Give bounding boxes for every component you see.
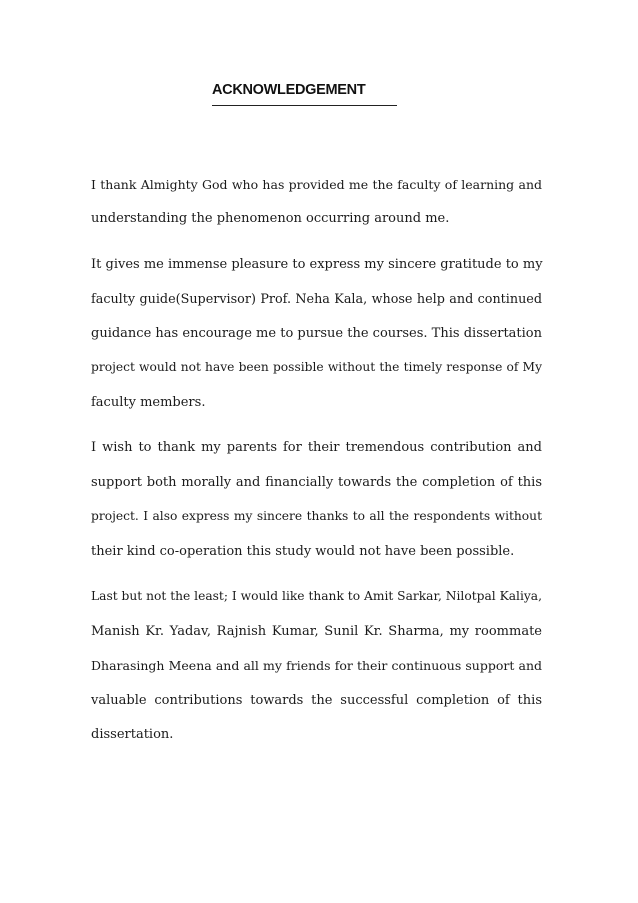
text-line: I thank Almighty God who has provided me the faculty of learning and — [91, 177, 542, 192]
text-line: project would not have been possible without the timely response of My — [91, 360, 542, 374]
text-line: understanding the phenomenon occurring around me. — [91, 211, 450, 226]
text-line: valuable contributions towards the successful completion of this — [91, 693, 542, 708]
text-line: It gives me immense pleasure to express my sincere gratitude to my — [91, 257, 543, 272]
text-line: support both morally and financially towards the completion of this — [91, 475, 542, 490]
text-line: dissertation. — [91, 727, 174, 742]
text-line: faculty guide(Supervisor) Prof. Neha Kala, whose help and continued — [91, 292, 542, 307]
text-line: faculty members. — [91, 395, 206, 410]
page-title: ACKNOWLEDGEMENT — [212, 82, 366, 98]
text-line: Last but not the least; I would like thank to Amit Sarkar, Nilotpal Kaliya, — [91, 589, 542, 603]
text-line: Manish Kr. Yadav, Rajnish Kumar, Sunil Kr. Sharma, my roommate — [91, 624, 542, 639]
text-line: their kind co-operation this study would not have been possible. — [91, 544, 515, 559]
text-line: I wish to thank my parents for their tremendous contribution and — [91, 440, 542, 455]
text-line: project. I also express my sincere thanks to all the respondents without — [91, 509, 542, 523]
text-line: guidance has encourage me to pursue the courses. This dissertation — [91, 326, 542, 341]
text-line: Dharasingh Meena and all my friends for their continuous support and — [91, 658, 542, 673]
title-underline — [212, 105, 397, 106]
